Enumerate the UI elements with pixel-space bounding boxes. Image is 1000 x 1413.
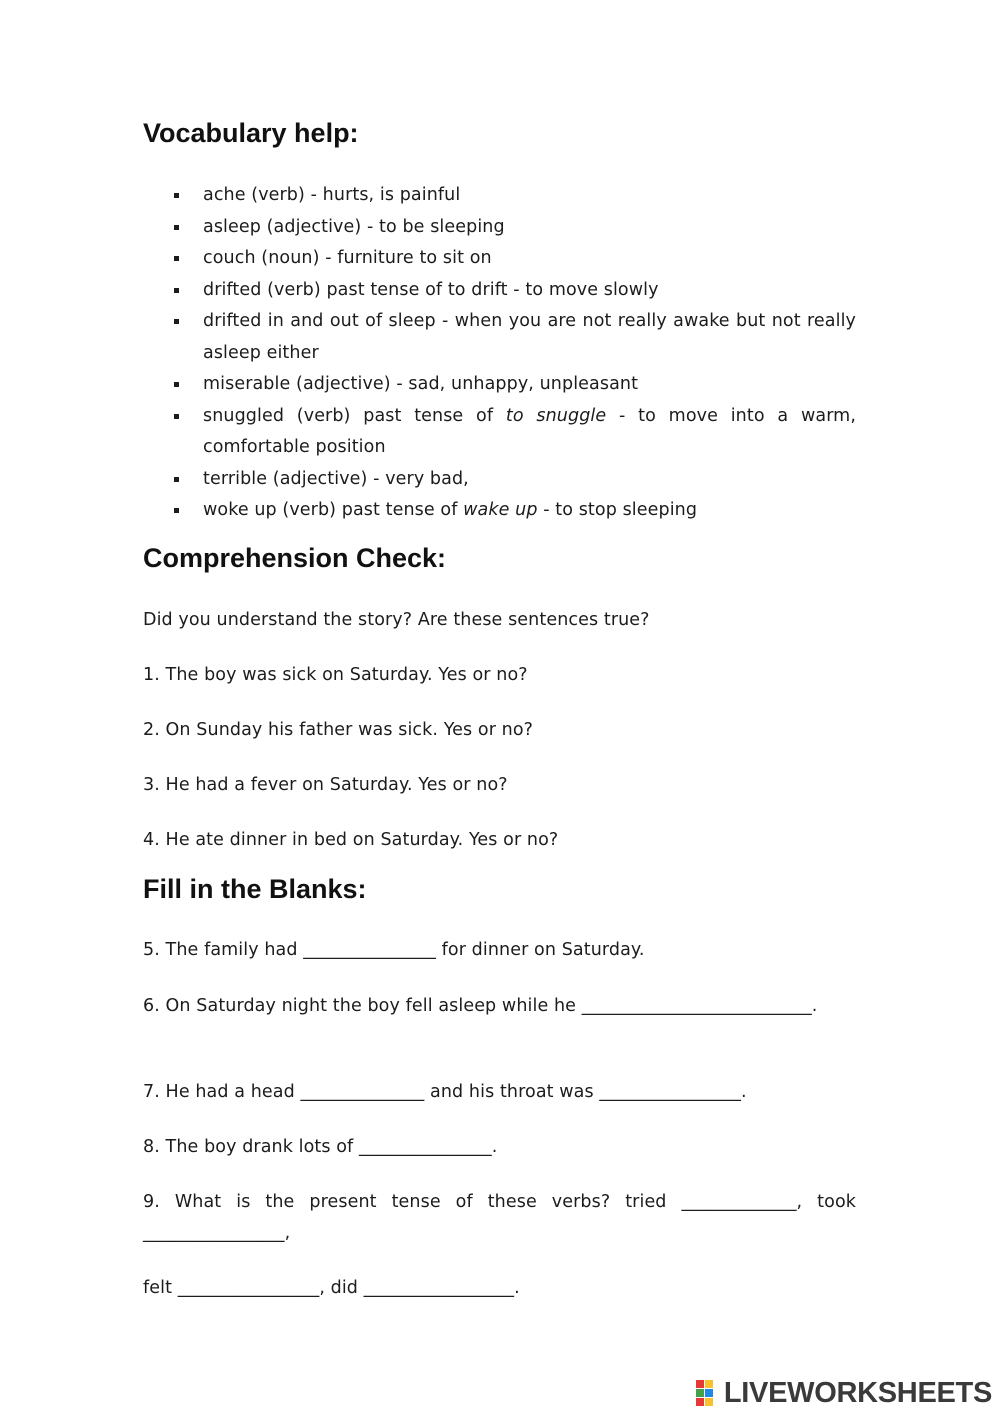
vocab-item: drifted (verb) past tense of to drift - to move slowly (143, 275, 856, 307)
fill-blank-question-6: 6. On Saturday night the boy fell asleep while he __________________________. (143, 996, 818, 1016)
fill-blank-question-9: 9. What is the present tense of these verbs? tried _____________, took ________________, (143, 1192, 856, 1243)
comprehension-heading: Comprehension Check: (143, 543, 447, 573)
vocabulary-list (143, 180, 856, 527)
liveworksheets-logo (696, 1375, 992, 1411)
fill-blank-question-8: 8. The boy drank lots of _______________. (143, 1137, 498, 1157)
vocab-item (143, 401, 856, 464)
comprehension-question-4: 4. He ate dinner in bed on Saturday. Yes or no? (143, 830, 559, 850)
vocab-item: ache (verb) - hurts, is painful (143, 180, 856, 212)
comprehension-question-2: 2. On Sunday his father was sick. Yes or no? (143, 720, 534, 740)
fill-blank-question-7: 7. He had a head ______________ and his throat was ________________. (143, 1082, 747, 1102)
vocab-item-text: - to move into a warm, comfortable position (203, 405, 856, 457)
vocab-item: terrible (adjective) - very bad, (143, 464, 856, 496)
vocab-item-text: - to stop sleeping (537, 500, 698, 520)
vocab-item-emphasis: to snuggle (505, 405, 607, 426)
vocabulary-heading: Vocabulary help: (143, 118, 359, 148)
comprehension-question-1: 1. The boy was sick on Saturday. Yes or no? (143, 665, 528, 685)
vocab-item: couch (noun) - furniture to sit on (143, 243, 856, 275)
fill-blanks-heading: Fill in the Blanks: (143, 874, 367, 904)
vocab-item: drifted in and out of sleep - when you are not really awake but not really asleep either (143, 306, 856, 369)
vocab-item: asleep (adjective) - to be sleeping (143, 212, 856, 244)
logo-wordmark: LIVEWORKSHEETS (723, 1376, 992, 1409)
logo-mark-icon (696, 1378, 722, 1408)
vocab-item-emphasis: wake up (463, 500, 538, 520)
vocab-item-text: woke up (verb) past tense of (203, 500, 464, 520)
vocab-item: miserable (adjective) - sad, unhappy, unpleasant (143, 369, 856, 401)
vocab-item (143, 495, 856, 527)
comprehension-question-3: 3. He had a fever on Saturday. Yes or no? (143, 775, 508, 795)
vocab-item-text: snuggled (verb) past tense of (203, 405, 506, 426)
fill-blank-question-5: 5. The family had _______________ for dinner on Saturday. (143, 940, 645, 960)
comprehension-intro: Did you understand the story? Are these sentences true? (143, 610, 650, 630)
fill-blank-question-9-continued: felt ________________, did _________________. (143, 1278, 520, 1298)
